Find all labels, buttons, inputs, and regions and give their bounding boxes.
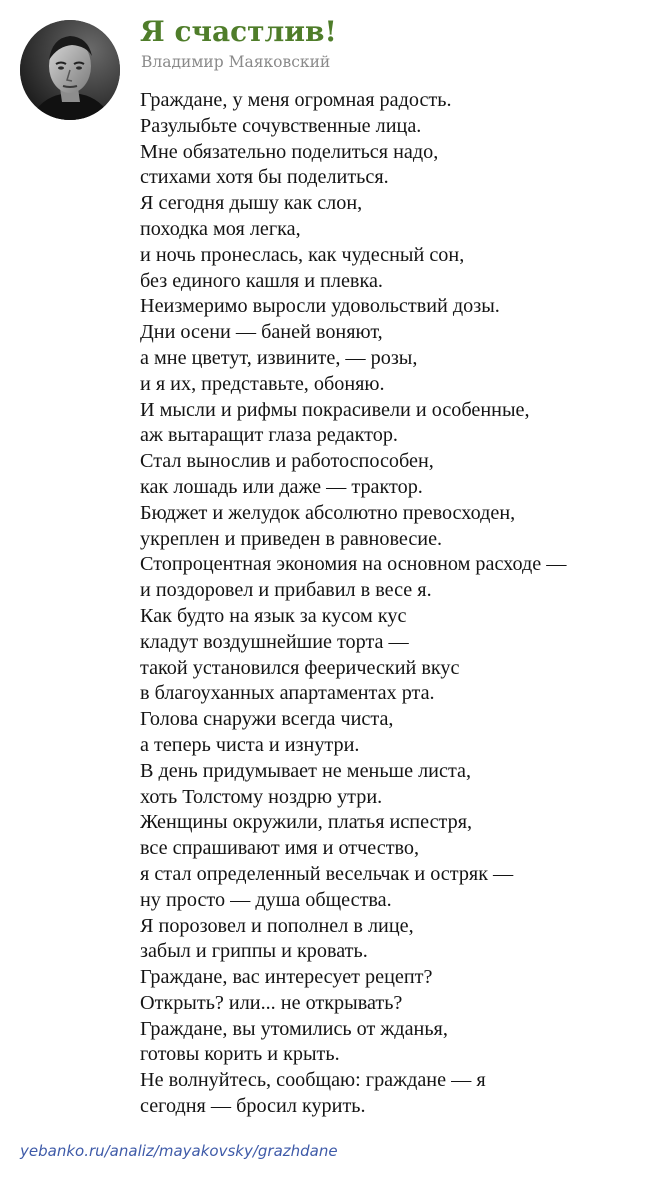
poem-line: Дни осени — баней воняют, [140,321,383,344]
poem-title: Я счастлив! [140,15,337,48]
poem-line: кладут воздушнейшие торта — [140,630,409,653]
source-url-link[interactable]: yebanko.ru/analiz/mayakovsky/grazhdane [20,1142,338,1160]
poem-line: Бюджет и желудок абсолютно превосходен, [140,501,516,524]
poem-line: Открыть? или... не открывать? [140,991,403,1014]
poem-line: все спрашивают имя и отчество, [140,837,420,860]
poem-line: как лошадь или даже — трактор. [140,475,423,498]
poem-line: Я порозовел и пополнел в лице, [140,914,414,937]
poem-line: аж вытаращит глаза редактор. [140,424,398,447]
poem-line: сегодня — бросил курить. [140,1095,366,1118]
poem-line: Неизмеримо выросли удовольствий дозы. [140,295,500,318]
poem-line: Не волнуйтесь, сообщаю: граждане — я [140,1069,486,1092]
poem-line: В день придумывает не меньше листа, [140,759,472,782]
poem-line: Мне обязательно поделиться надо, [140,140,439,163]
poem-line: я стал определенный весельчак и остряк — [140,862,514,885]
poem-line: Граждане, вас интересует рецепт? [140,966,433,989]
poem-line: и поздоровел и прибавил в весе я. [140,579,432,602]
poem-line: Стал вынослив и работоспособен, [140,450,434,473]
poem-line: И мысли и рифмы покрасивели и особенные, [140,398,530,421]
poem-line: а теперь чиста и изнутри. [140,733,360,756]
poem-line: Как будто на язык за кусом кус [140,604,407,627]
poem-line: укреплен и приведен в равновесие. [140,527,443,550]
poem-line: походка моя легка, [140,217,301,240]
poem-line: Граждане, вы утомились от жданья, [140,1017,448,1040]
author-name: Владимир Маяковский [141,53,331,71]
poem-line: Я сегодня дышу как слон, [140,192,363,215]
poem-line: забыл и гриппы и кровать. [140,940,368,963]
poem-line: и ночь пронеслась, как чудесный сон, [140,243,465,266]
poem-line: хоть Толстому ноздрю утри. [140,785,383,808]
poem-line: Голова снаружи всегда чиста, [140,708,394,731]
poem-line: Граждане, у меня огромная радость. [140,89,452,111]
poem-text [140,88,652,1120]
poem-line: в благоуханных апартаментах рта. [140,682,435,705]
author-portrait [20,20,120,120]
poem-line: без единого кашля и плевка. [140,269,383,292]
author-portrait-photo-icon [20,20,120,120]
poem-line: и я их, представьте, обоняю. [140,372,385,395]
poem-line: такой установился феерический вкус [140,656,460,679]
poem-line: стихами хотя бы поделиться. [140,166,389,189]
poem-line: Женщины окружили, платья испестря, [140,811,473,834]
poem-line: а мне цветут, извините, — розы, [140,346,418,369]
poem-line: Стопроцентная экономия на основном расходе — [140,553,567,576]
poem-line: готовы корить и крыть. [140,1043,340,1066]
poem-line: ну просто — душа общества. [140,888,392,911]
poem-line: Разулыбьте сочувственные лица. [140,114,422,137]
